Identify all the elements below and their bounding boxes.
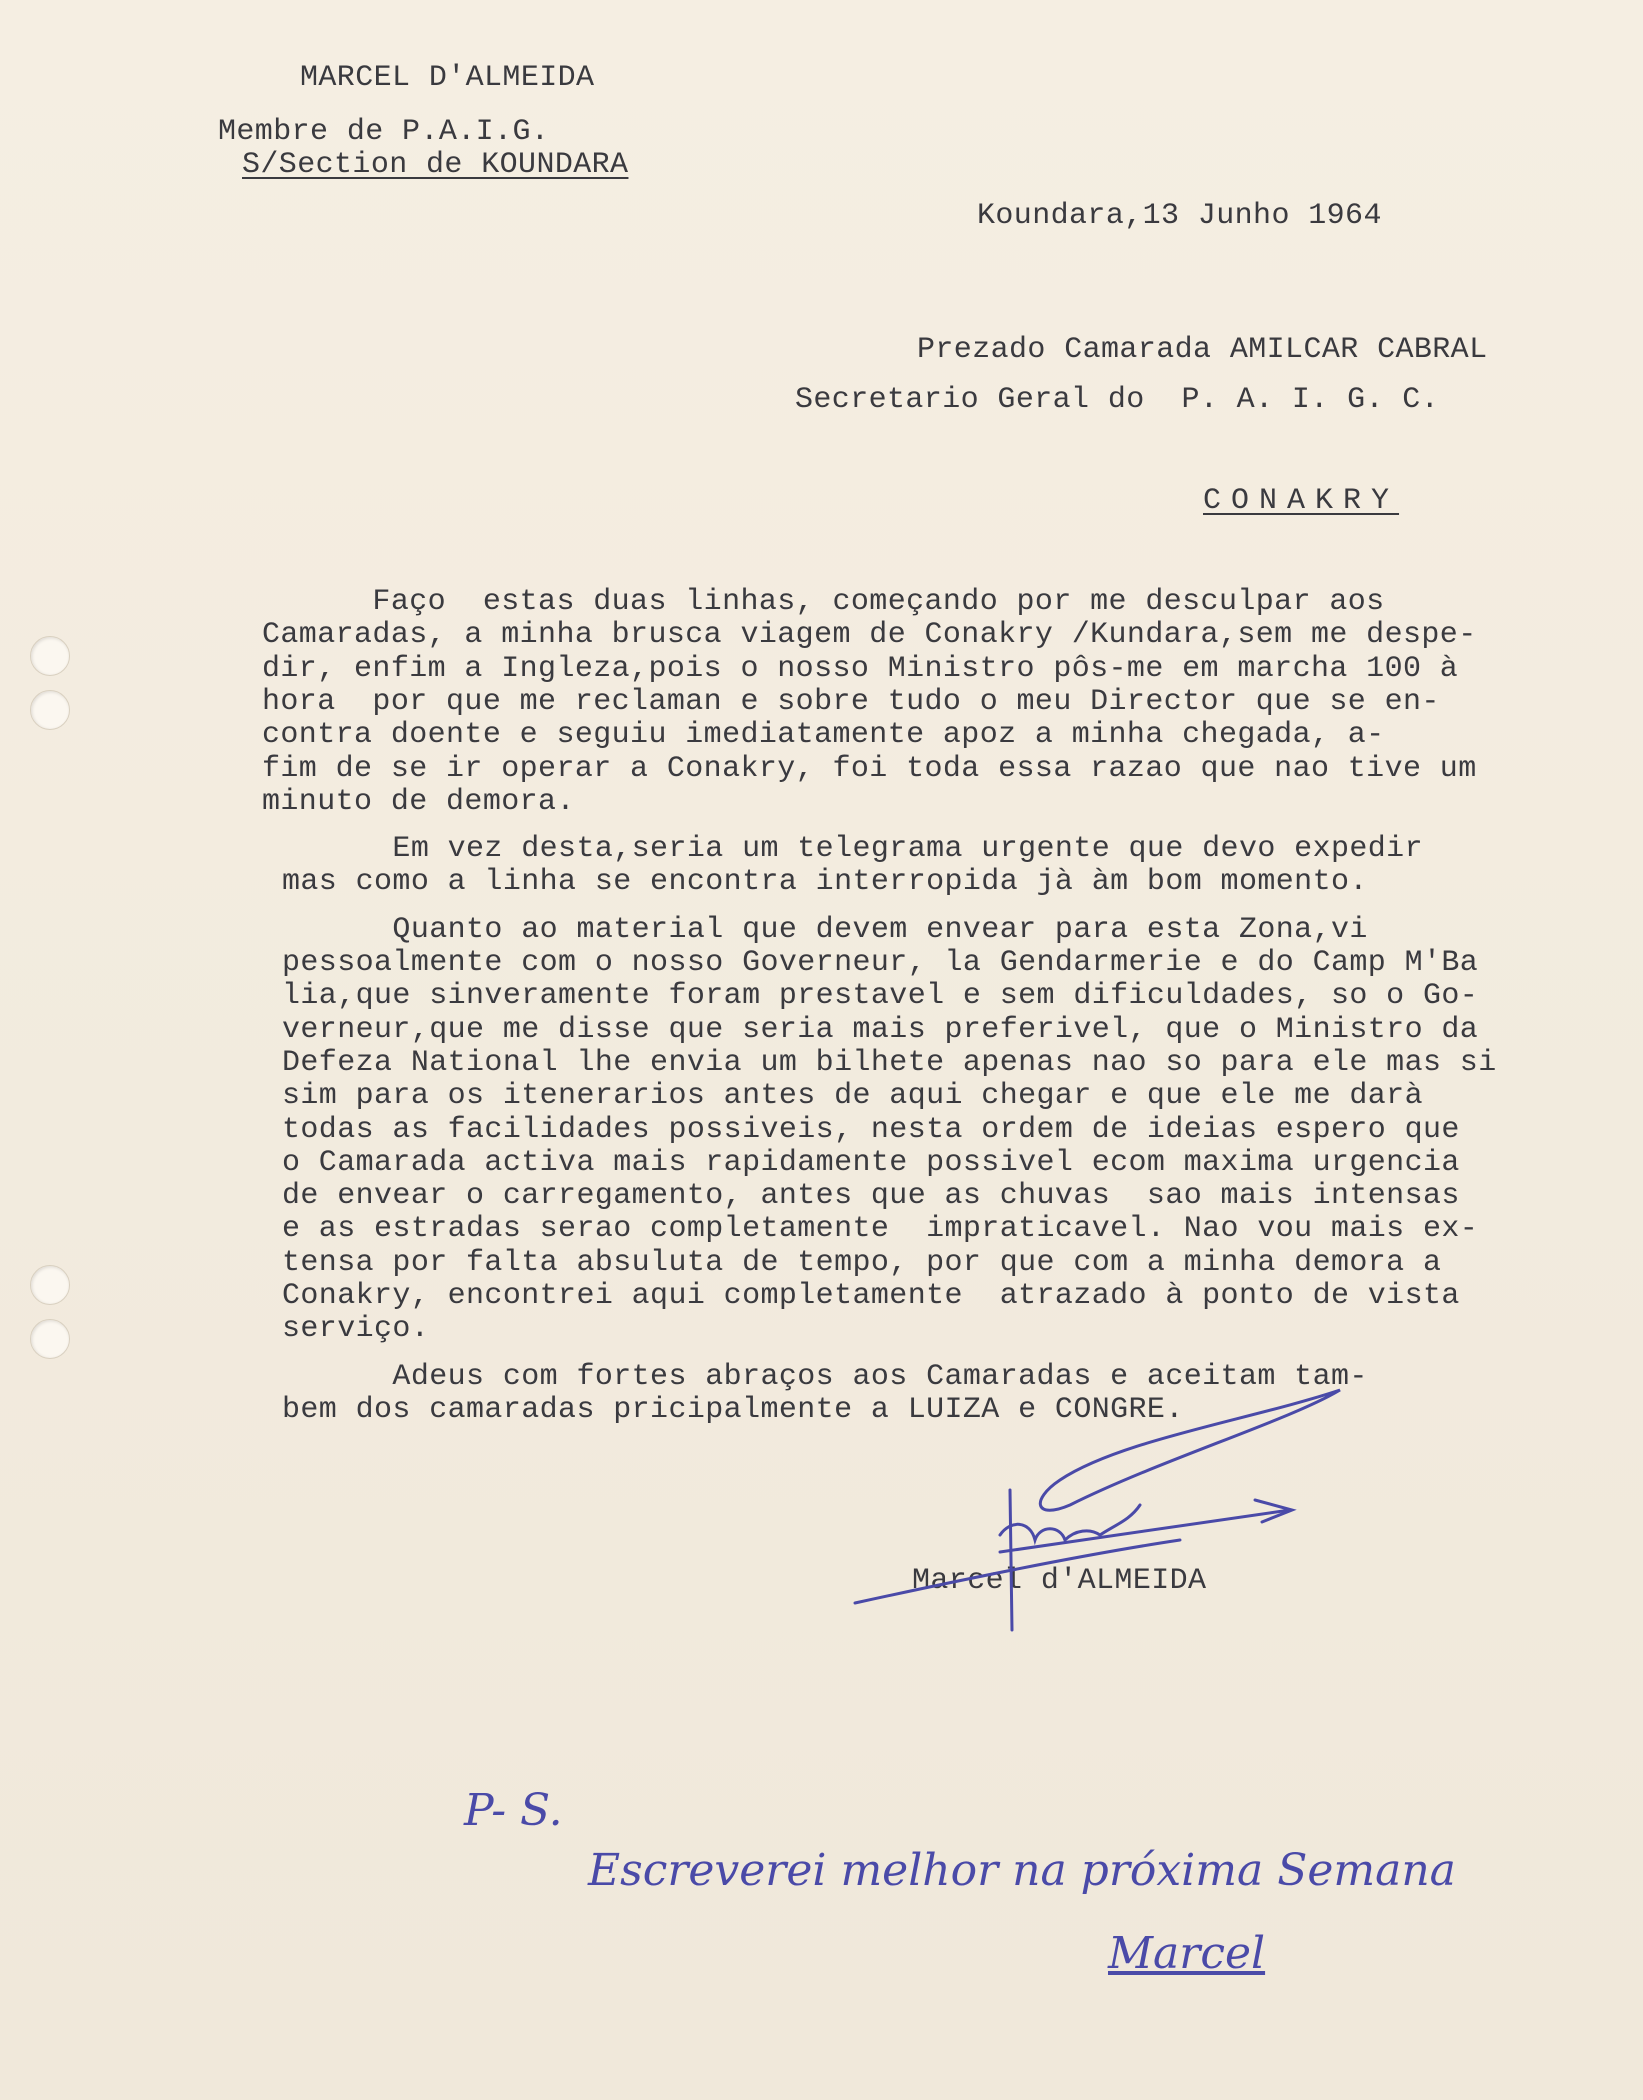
body-line: Conakry, encontrei aqui completamente atrazado à ponto de vista [282, 1279, 1460, 1313]
recipient-title: Secretario Geral do P. A. I. G. C. [795, 383, 1440, 417]
body-line: e as estradas serao completamente impraticavel. Nao vou mais ex- [282, 1212, 1479, 1247]
body-line: todas as facilidades possiveis, nesta ordem de ideias espero que [282, 1112, 1460, 1147]
sender-membership: Membre de P.A.I.G. [218, 115, 550, 149]
body-line: Adeus com fortes abraços aos Camaradas e aceitam tam- [282, 1359, 1368, 1394]
body-line: sim para os itenerarios antes de aqui chegar e que ele me darà [282, 1079, 1423, 1114]
body-line: verneur,que me disse que seria mais preferivel, que o Ministro da [282, 1012, 1479, 1047]
body-line: contra doente e seguiu imediatamente apoz a minha chegada, a- [262, 718, 1385, 753]
body-line: hora por que me reclaman e sobre tudo o meu Director que se en- [262, 684, 1440, 719]
recipient-city: CONAKRY [1203, 484, 1400, 518]
body-line: pessoalmente com o nosso Governeur, la Gendarmerie e do Camp M'Ba [282, 946, 1479, 980]
body-line: Faço estas duas linhas, começando por me desculpar aos [262, 585, 1385, 619]
body-line: tensa por falta absuluta de tempo, por que com a minha demora a [282, 1245, 1442, 1280]
body-line: minuto de demora. [262, 784, 575, 819]
body-line: fim de se ir operar a Conakry, foi toda essa razao que nao tive um [262, 751, 1477, 786]
postscript-signature: Marcel [1108, 1928, 1266, 1979]
recipient-salutation: Prezado Camarada AMILCAR CABRAL [917, 333, 1488, 367]
body-line: Em vez desta,seria um telegrama urgente que devo expedir [282, 832, 1423, 867]
postscript-text: Escreverei melhor na próxima Semana [588, 1845, 1456, 1896]
body-line: Quanto ao material que devem envear para esta Zona,vi [282, 912, 1368, 947]
sender-section: S/Section de KOUNDARA [242, 148, 629, 182]
body-line: o Camarada activa mais rapidamente possivel ecom maxima urgencia [282, 1145, 1460, 1180]
date-line: Koundara,13 Junho 1964 [977, 199, 1382, 233]
body-line: serviço. [282, 1312, 430, 1347]
body-line: mas como a linha se encontra interropida jà àm bom momento. [282, 865, 1368, 900]
sender-name: MARCEL D'ALMEIDA [300, 61, 595, 95]
body-line: de envear o carregamento, antes que as chuvas sao mais intensas [282, 1179, 1460, 1214]
body-line: bem dos camaradas pricipalmente a LUIZA e CONGRE. [282, 1392, 1184, 1427]
body-line: Defeza National lhe envia um bilhete apenas nao so para ele mas si [282, 1045, 1497, 1080]
postscript-label: P- S. [464, 1785, 563, 1836]
body-line: lia,que sinveramente foram prestavel e sem dificuldades, so o Go- [282, 979, 1479, 1014]
body-line: Camaradas, a minha brusca viagem de Conakry /Kundara,sem me despe- [262, 618, 1477, 653]
closing-name: Marcel d'ALMEIDA [912, 1564, 1207, 1598]
body-line: dir, enfim a Ingleza,pois o nosso Ministro pôs-me em marcha 100 à [262, 651, 1459, 686]
